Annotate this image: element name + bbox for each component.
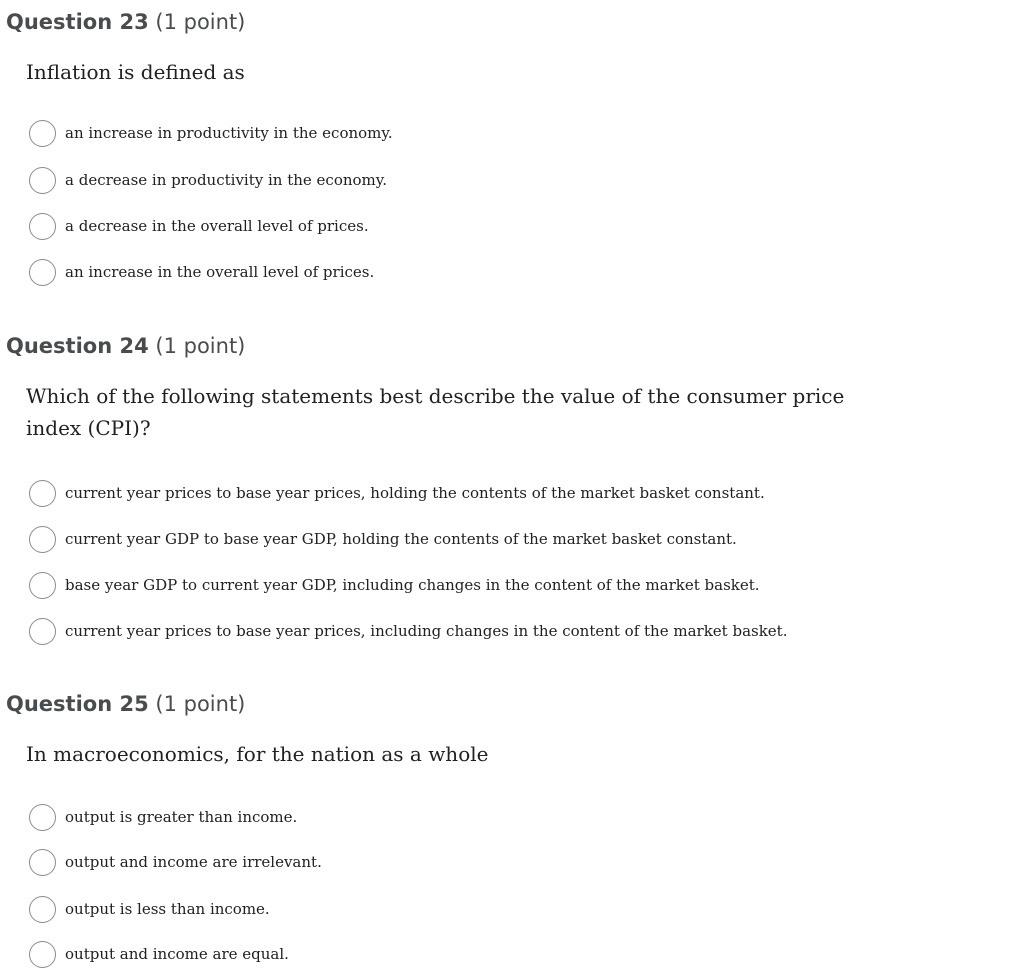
answer-option[interactable] xyxy=(29,165,387,195)
answer-option[interactable] xyxy=(29,616,787,646)
question-prompt: Which of the following statements best describe the value of the consumer price index (CPI)? xyxy=(26,384,845,440)
question-prompt: In macroeconomics, for the nation as a whole xyxy=(26,742,489,766)
answer-option[interactable] xyxy=(29,894,270,924)
radio-button[interactable] xyxy=(29,167,56,194)
radio-button[interactable] xyxy=(29,572,56,599)
answer-label[interactable]: a decrease in productivity in the economy. xyxy=(65,171,388,189)
radio-button[interactable] xyxy=(29,849,56,876)
answer-option[interactable] xyxy=(29,524,737,554)
question-number: Question 25 xyxy=(6,692,149,716)
answer-label[interactable]: current year prices to base year prices, holding the contents of the market basket constant. xyxy=(65,484,765,502)
question-points: (1 point) xyxy=(155,10,246,34)
question-prompt: Inflation is defined as xyxy=(26,60,245,84)
answer-label[interactable]: an increase in productivity in the economy. xyxy=(65,124,393,142)
question-number: Question 24 xyxy=(6,334,149,358)
radio-button[interactable] xyxy=(29,618,56,645)
answer-option[interactable] xyxy=(29,478,765,508)
answer-label[interactable]: current year prices to base year prices, including changes in the content of the market basket. xyxy=(65,622,788,640)
question-points: (1 point) xyxy=(155,334,246,358)
answer-label[interactable]: output and income are equal. xyxy=(65,945,289,963)
radio-button[interactable] xyxy=(29,480,56,507)
answer-label[interactable]: output is greater than income. xyxy=(65,808,298,826)
question-heading xyxy=(6,332,245,360)
radio-button[interactable] xyxy=(29,259,56,286)
radio-button[interactable] xyxy=(29,213,56,240)
question-points: (1 point) xyxy=(155,692,246,716)
answer-option[interactable] xyxy=(29,939,289,969)
answer-option[interactable] xyxy=(29,211,369,241)
answer-option[interactable] xyxy=(29,570,760,600)
answer-label[interactable]: an increase in the overall level of prices. xyxy=(65,263,375,281)
answer-option[interactable] xyxy=(29,802,297,832)
answer-label[interactable]: a decrease in the overall level of prices. xyxy=(65,217,369,235)
radio-button[interactable] xyxy=(29,804,56,831)
answer-label[interactable]: output and income are irrelevant. xyxy=(65,853,322,871)
answer-label[interactable]: base year GDP to current year GDP, including changes in the content of the market basket. xyxy=(65,576,760,594)
question-heading xyxy=(6,690,245,718)
question-heading xyxy=(6,8,245,36)
radio-button[interactable] xyxy=(29,941,56,968)
question-number: Question 23 xyxy=(6,10,149,34)
answer-label[interactable]: output is less than income. xyxy=(65,900,270,918)
radio-button[interactable] xyxy=(29,526,56,553)
answer-option[interactable] xyxy=(29,257,374,287)
radio-button[interactable] xyxy=(29,120,56,147)
radio-button[interactable] xyxy=(29,896,56,923)
answer-option[interactable] xyxy=(29,118,393,148)
answer-option[interactable] xyxy=(29,847,322,877)
answer-label[interactable]: current year GDP to base year GDP, holding the contents of the market basket constant. xyxy=(65,530,737,548)
